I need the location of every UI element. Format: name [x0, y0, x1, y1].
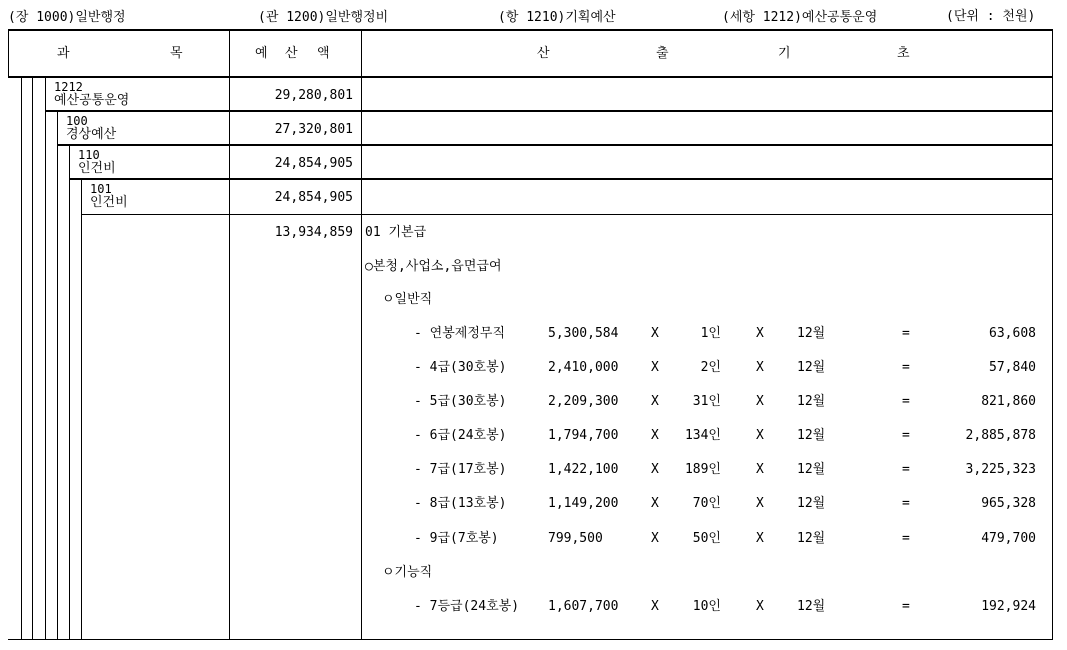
col-header-basis-1: 산	[537, 46, 550, 61]
detail-title: 01 기본급	[365, 225, 427, 240]
salary-row-x2: X	[756, 428, 764, 443]
salary-row-x1: X	[651, 531, 659, 546]
salary-row-months: 12월	[797, 496, 826, 511]
salary-row-eq: =	[902, 599, 910, 614]
salary-row-total: 192,924	[981, 599, 1036, 614]
salary-row-grade: - 5급(30호봉)	[414, 394, 507, 409]
salary-row-x1: X	[651, 428, 659, 443]
salary-row-total: 965,328	[981, 496, 1036, 511]
salary-row-months: 12월	[797, 360, 826, 375]
indent-line-5	[69, 146, 70, 640]
salary-row-months: 12월	[797, 394, 826, 409]
row-110-bottom	[69, 178, 1053, 180]
salary-row-eq: =	[902, 496, 910, 511]
col-header-basis-4: 초	[897, 46, 910, 61]
salary-row-x1: X	[651, 599, 659, 614]
salary-row-x2: X	[756, 531, 764, 546]
salary-row-months: 12월	[797, 531, 826, 546]
salary-row-eq: =	[902, 428, 910, 443]
salary-row-x2: X	[756, 360, 764, 375]
salary-row-eq: =	[902, 462, 910, 477]
detail-amount: 13,934,859	[274, 225, 353, 240]
col-header-ye: 예	[255, 46, 268, 61]
col-header-san: 산	[285, 46, 298, 61]
salary-row-x2: X	[756, 496, 764, 511]
col-header-gwa: 과	[57, 46, 70, 61]
salary-row-x1: X	[651, 360, 659, 375]
col-header-aek: 액	[317, 46, 330, 61]
salary-row-grade: - 6급(24호봉)	[414, 428, 507, 443]
salary-row-grade: - 4급(30호봉)	[414, 360, 507, 375]
salary-row-count: 1인	[700, 326, 721, 341]
salary-row-total: 3,225,323	[965, 462, 1036, 477]
salary-row-x2: X	[756, 394, 764, 409]
salary-row-count: 70인	[692, 496, 721, 511]
salary-row-count: 189인	[684, 462, 721, 477]
salary-row-total: 2,885,878	[965, 428, 1036, 443]
salary-row-grade: - 8급(13호봉)	[414, 496, 507, 511]
header-unit: (단위 : 천원)	[946, 9, 1036, 24]
salary-row-salary: 1,794,700	[548, 428, 619, 443]
salary-row-x1: X	[651, 462, 659, 477]
salary-row-count: 50인	[692, 531, 721, 546]
salary-row-count: 10인	[692, 599, 721, 614]
col-header-mok: 목	[170, 46, 183, 61]
salary-row-total: 821,860	[981, 394, 1036, 409]
salary-row-salary: 1,149,200	[548, 496, 619, 511]
header-jang: (장 1000)일반행정	[8, 10, 126, 25]
row-110-name: 인건비	[78, 161, 116, 176]
table-right-border	[1052, 29, 1053, 640]
salary-row-count: 2인	[700, 360, 721, 375]
salary-row-salary: 1,422,100	[548, 462, 619, 477]
header-sehang: (세항 1212)예산공통운영	[722, 10, 878, 25]
row-100-bottom	[57, 144, 1053, 146]
indent-line-4	[57, 112, 58, 640]
salary-row-x2: X	[756, 326, 764, 341]
salary-row-grade: - 연봉제정무직	[414, 326, 506, 341]
table-bottom-border	[8, 639, 1053, 640]
salary-row-total: 57,840	[989, 360, 1036, 375]
indent-line-2	[32, 77, 33, 640]
col-header-basis-2: 출	[656, 46, 669, 61]
indent-line-1	[21, 77, 22, 640]
salary-row-salary: 2,209,300	[548, 394, 619, 409]
row-101-code: 101	[90, 182, 112, 196]
row-110-code: 110	[78, 148, 100, 162]
salary-row-grade: - 9급(7호봉)	[414, 531, 499, 546]
salary-row-salary: 799,500	[548, 531, 603, 546]
salary-row-eq: =	[902, 531, 910, 546]
salary-row-months: 12월	[797, 326, 826, 341]
header-bottom-border	[8, 76, 1053, 78]
row-101-name: 인건비	[90, 195, 128, 210]
row-1212-amount: 29,280,801	[274, 88, 353, 103]
salary-row-x2: X	[756, 599, 764, 614]
header-hang: (항 1210)기획예산	[498, 10, 616, 25]
table-top-border	[8, 29, 1053, 31]
row-100-amount: 27,320,801	[274, 122, 353, 137]
salary-row-eq: =	[902, 326, 910, 341]
salary-row-x2: X	[756, 462, 764, 477]
salary-row-count: 134인	[684, 428, 721, 443]
table-left-border	[8, 29, 9, 78]
salary-row-salary: 1,607,700	[548, 599, 619, 614]
salary-row-eq: =	[902, 360, 910, 375]
salary-row-grade: - 7급(17호봉)	[414, 462, 507, 477]
col-header-basis-3: 기	[778, 46, 791, 61]
row-101-amount: 24,854,905	[274, 190, 353, 205]
salary-row-grade: - 7등급(24호봉)	[414, 599, 520, 614]
row-100-name: 경상예산	[66, 127, 117, 142]
salary-row-months: 12월	[797, 599, 826, 614]
salary-row-total: 479,700	[981, 531, 1036, 546]
row-1212-bottom	[45, 110, 1053, 112]
row-1212-name: 예산공통운영	[54, 93, 130, 108]
header-gwan: (관 1200)일반행정비	[258, 10, 389, 25]
salary-row-x1: X	[651, 326, 659, 341]
salary-row-x1: X	[651, 496, 659, 511]
salary-row-count: 31인	[692, 394, 721, 409]
indent-line-3	[45, 77, 46, 640]
row-100-code: 100	[66, 114, 88, 128]
row-101-bottom	[81, 214, 1053, 215]
salary-row-months: 12월	[797, 428, 826, 443]
salary-row-salary: 2,410,000	[548, 360, 619, 375]
row-1212-code: 1212	[54, 80, 83, 94]
amount-col-left-border	[229, 29, 230, 640]
salary-row-eq: =	[902, 394, 910, 409]
salary-row-salary: 5,300,584	[548, 326, 619, 341]
row-110-amount: 24,854,905	[274, 156, 353, 171]
group-gineungjik: ㅇ기능직	[382, 565, 433, 580]
indent-line-6	[81, 180, 82, 640]
group-ilbanjik: ㅇ일반직	[382, 292, 433, 307]
salary-row-x1: X	[651, 394, 659, 409]
salary-row-months: 12월	[797, 462, 826, 477]
salary-row-total: 63,608	[989, 326, 1036, 341]
basis-col-left-border	[361, 29, 362, 640]
detail-section: ○본청,사업소,읍면급여	[365, 259, 502, 274]
